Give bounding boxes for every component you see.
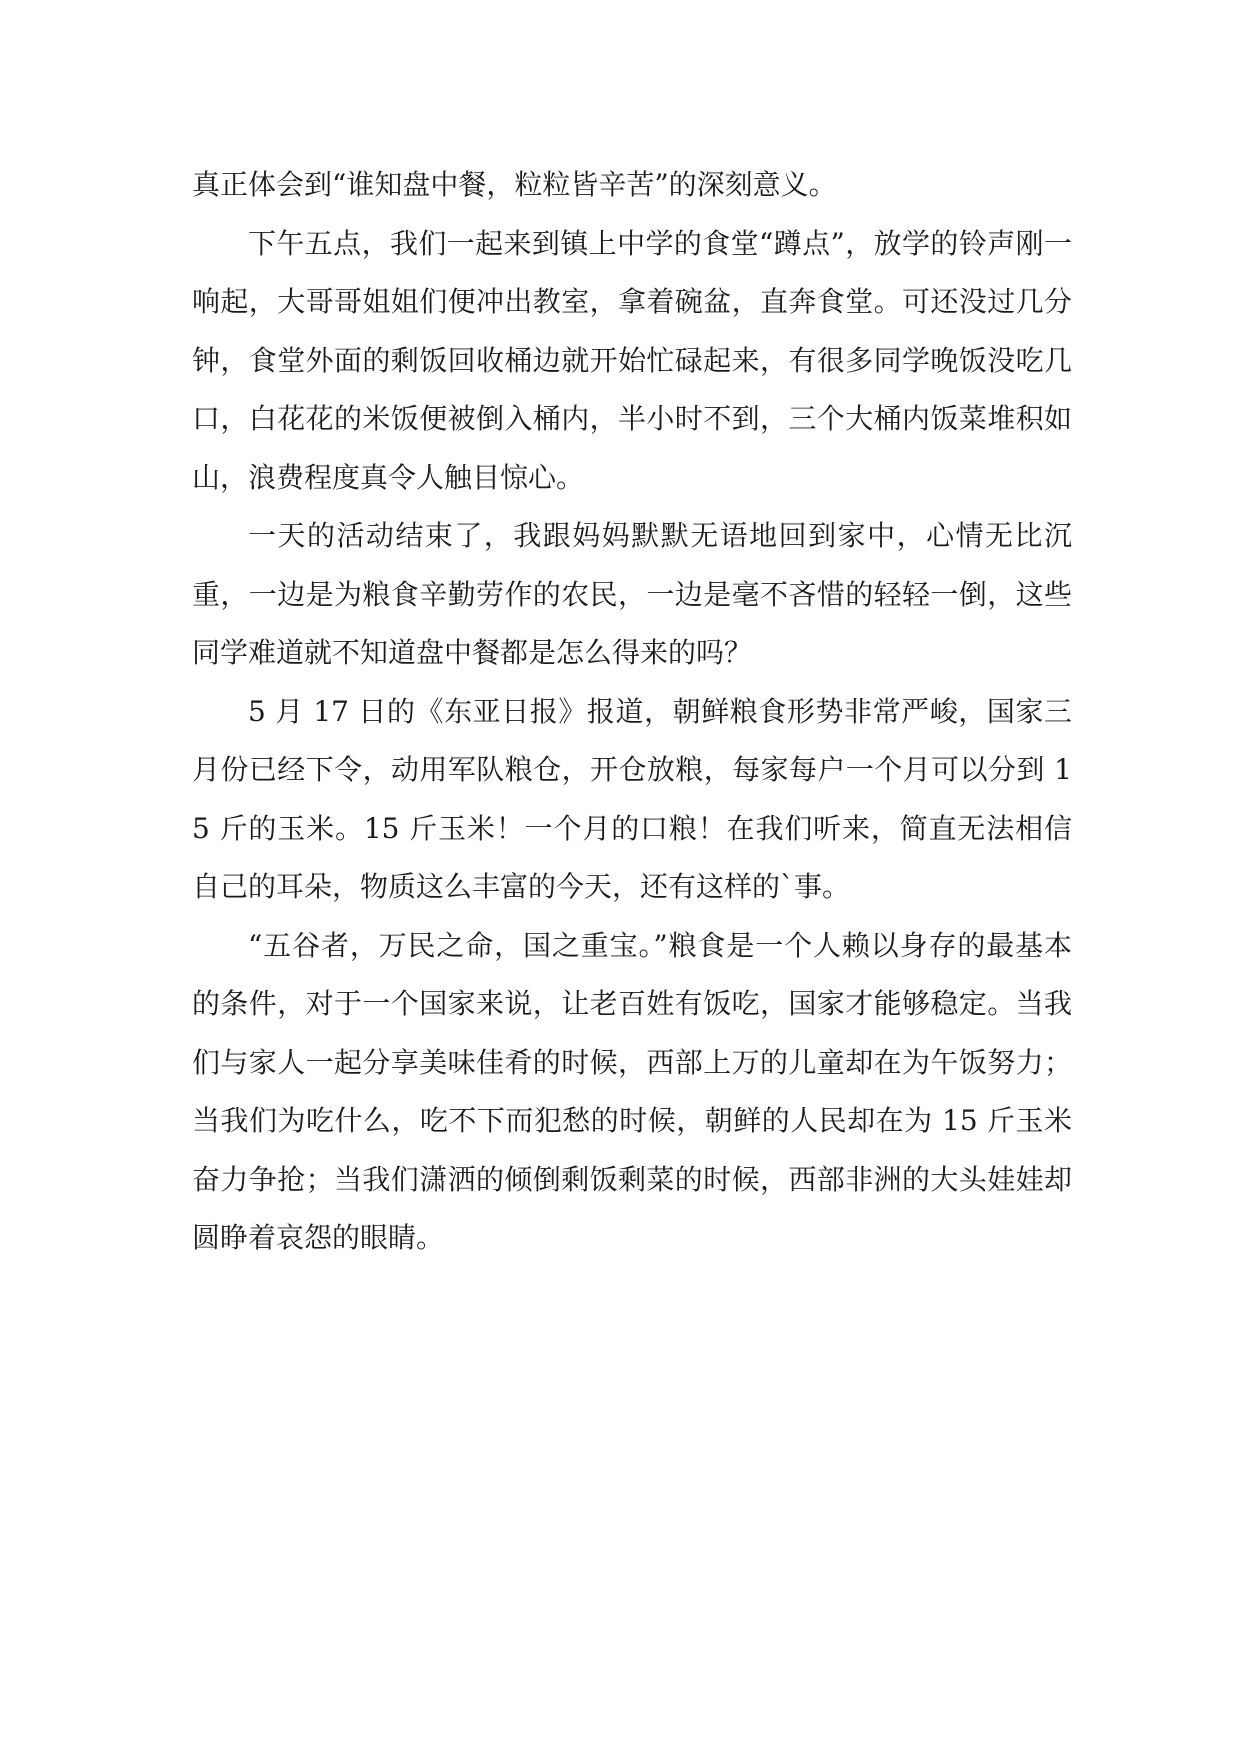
paragraph-4: 5 月 17 日的《东亚日报》报道，朝鲜粮食形势非常严峻，国家三月份已经下令，动用军队粮仓，开仓放粮，每家每户一个月可以分到 15 斤的玉米。15 斤玉米！一个月的口粮！在我们听来，简直无法相信自己的耳朵，物质这么丰富的今天，还有这样的`事。 bbox=[192, 694, 1072, 903]
paragraph-3: 一天的活动结束了，我跟妈妈默默无语地回到家中，心情无比沉重，一边是为粮食辛勤劳作的农民，一边是毫不吝惜的轻轻一倒，这些同学难道就不知道盘中餐都是怎么得来的吗？ bbox=[192, 519, 1072, 669]
document-body bbox=[192, 156, 1072, 1268]
paragraph-1: 真正体会到“谁知盘中餐，粒粒皆辛苦”的深刻意义。 bbox=[192, 168, 837, 201]
paragraph-5: “五谷者，万民之命，国之重宝。”粮食是一个人赖以身存的最基本的条件，对于一个国家来说，让老百姓有饭吃，国家才能够稳定。当我们与家人一起分享美味佳肴的时候，西部上万的儿童却在为午饭努力；当我们为吃什么，吃不下而犯愁的时候，朝鲜的人民却在为 15 斤玉米奋力争抢；当我们潇洒的倾倒剩饭剩菜的时候，西部非洲的大头娃娃却圆睁着哀怨的眼睛。 bbox=[192, 928, 1072, 1254]
paragraph-2: 下午五点，我们一起来到镇上中学的食堂“蹲点”，放学的铃声刚一响起，大哥哥姐姐们便冲出教室，拿着碗盆，直奔食堂。可还没过几分钟，食堂外面的剩饭回收桶边就开始忙碌起来，有很多同学晚饭没吃几口，白花花的米饭便被倒入桶内，半小时不到，三个大桶内饭菜堆积如山，浪费程度真令人触目惊心。 bbox=[192, 226, 1072, 494]
